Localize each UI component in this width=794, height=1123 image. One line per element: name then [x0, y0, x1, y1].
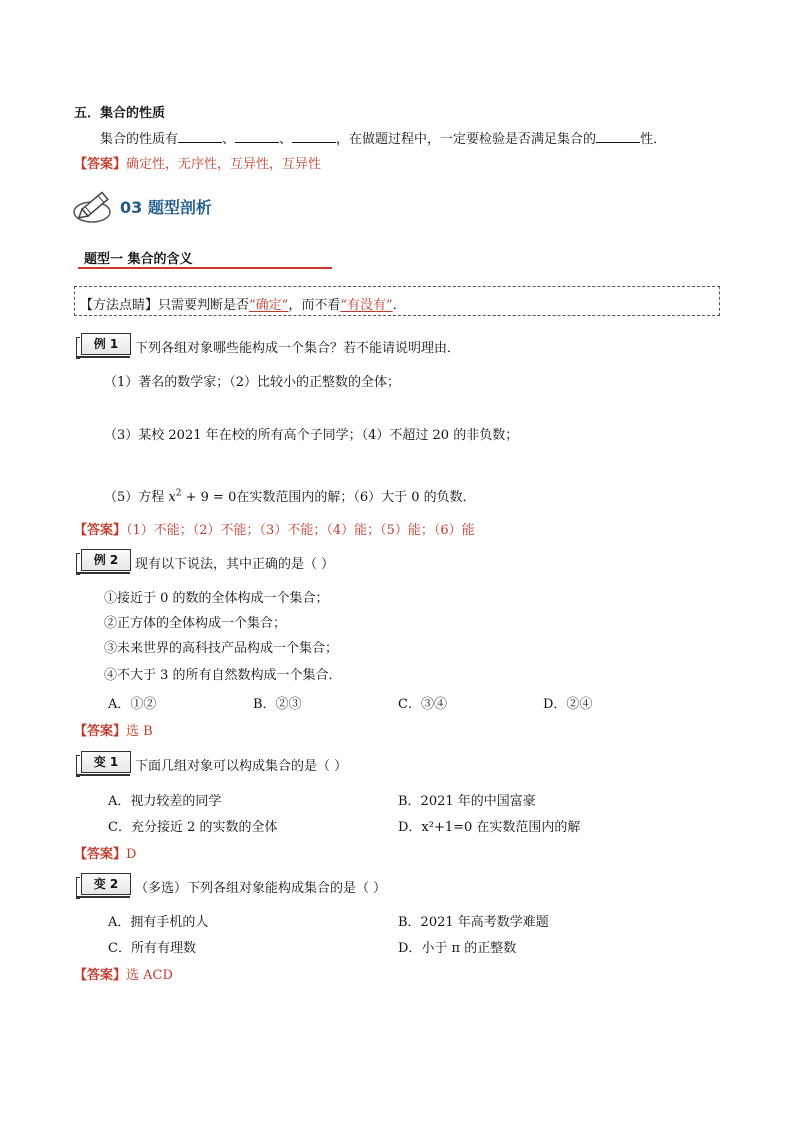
example-1-question: 下列各组对象哪些能构成一个集合？若不能请说明理由． [135, 341, 461, 356]
variation-1-option-b: B．2021 年的中国富豪 [398, 794, 536, 809]
answer-text: 确定性，无序性，互异性，互异性 [126, 157, 322, 172]
line-3-part-a: （5）方程 [104, 490, 169, 505]
example-2-answer [74, 720, 153, 739]
blank-3 [292, 130, 336, 143]
example-2-question: 现有以下说法，其中正确的是（ ） [135, 557, 335, 572]
method-prefix-label: 【方法点睛】只需要判断是否 [80, 298, 250, 313]
example-2-item-4: ④不大于 3 的所有自然数构成一个集合． [104, 668, 342, 683]
example-2-item-2: ②正方体的全体构成一个集合； [104, 616, 287, 631]
variation-2-answer [74, 964, 173, 983]
blank-2 [235, 130, 279, 143]
section5-answer [74, 153, 321, 172]
answer-label: 【答案】 [74, 157, 127, 172]
answer-text: 选 ACD [126, 968, 173, 983]
answer-label: 【答案】 [74, 968, 127, 983]
variation-2-option-a: A．拥有手机的人 [108, 915, 209, 930]
line-3-part-b: + 9 = 0在实数范围内的解；（6）大于 0 的负数． [181, 490, 476, 505]
section5-text [100, 128, 666, 147]
section5-text-b: ，在做题过程中，一定要检验是否满足集合的 [336, 132, 597, 147]
method-text [80, 294, 406, 313]
answer-text: （1）不能；（2）不能；（3）不能；（4）能；（5）能；（6）能 [126, 523, 475, 538]
variation-2-tag: 变 2 [81, 873, 131, 895]
pencil-icon [72, 186, 116, 230]
blank-4 [596, 130, 640, 143]
topic-title: 题型一 集合的含义 [84, 252, 193, 267]
example-1-line-2: （3）某校 2021 年在校的所有高个子同学；（4）不超过 20 的非负数； [104, 428, 519, 443]
method-quote-2: “有没有” [340, 298, 393, 313]
example-1-tag: 例 1 [81, 333, 131, 355]
section-heading: 五．集合的性质 [74, 106, 166, 121]
topic-underline [78, 267, 332, 269]
variation-1-question: 下面几组对象可以构成集合的是（ ） [135, 759, 348, 774]
method-mid: ，而不看 [288, 298, 341, 313]
variable-x: x [168, 490, 176, 505]
example-2-option-a: A．①② [108, 697, 157, 712]
sep-1: 、 [222, 132, 236, 147]
variation-2-option-d: D．小于 π 的正整数 [398, 941, 517, 956]
section5-text-c: 性． [640, 132, 667, 147]
answer-label: 【答案】 [74, 847, 127, 862]
variation-1-option-a: A．视力较差的同学 [108, 794, 222, 809]
variation-1-option-d: D．x²+1=0 在实数范围内的解 [398, 820, 581, 835]
example-2-item-1: ①接近于 0 的数的全体构成一个集合； [104, 591, 329, 606]
method-end: ． [392, 298, 406, 313]
answer-label: 【答案】 [74, 523, 127, 538]
section5-text-a: 集合的性质有 [100, 132, 179, 147]
variation-1-answer [74, 843, 136, 862]
answer-text: 选 B [126, 724, 153, 739]
variation-2-option-c: C．所有有理数 [108, 941, 196, 956]
example-2-option-c: C．③④ [398, 697, 447, 712]
method-quote-1: “确定” [249, 298, 289, 313]
blank-1 [178, 130, 222, 143]
example-2-option-d: D．②④ [543, 697, 593, 712]
answer-label: 【答案】 [74, 724, 127, 739]
exponent: 2 [175, 488, 182, 499]
variation-1-option-c: C．充分接近 2 的实数的全体 [108, 820, 278, 835]
example-2-tag: 例 2 [81, 549, 131, 571]
example-1-line-3 [104, 486, 476, 505]
variation-2-option-b: B．2021 年高考数学难题 [398, 915, 549, 930]
example-1-line-1: （1）著名的数学家；（2）比较小的正整数的全体； [104, 375, 401, 390]
example-2-option-b: B．②③ [253, 697, 302, 712]
answer-text: D [126, 847, 137, 862]
example-2-item-3: ③未来世界的高科技产品构成一个集合； [104, 641, 339, 656]
variation-2-question: （多选）下列各组对象能构成集合的是（ ） [135, 881, 387, 896]
variation-1-tag: 变 1 [81, 751, 131, 773]
banner-title: 03 题型剖析 [120, 198, 212, 217]
example-1-answer [74, 519, 475, 538]
sep-2: 、 [279, 132, 293, 147]
